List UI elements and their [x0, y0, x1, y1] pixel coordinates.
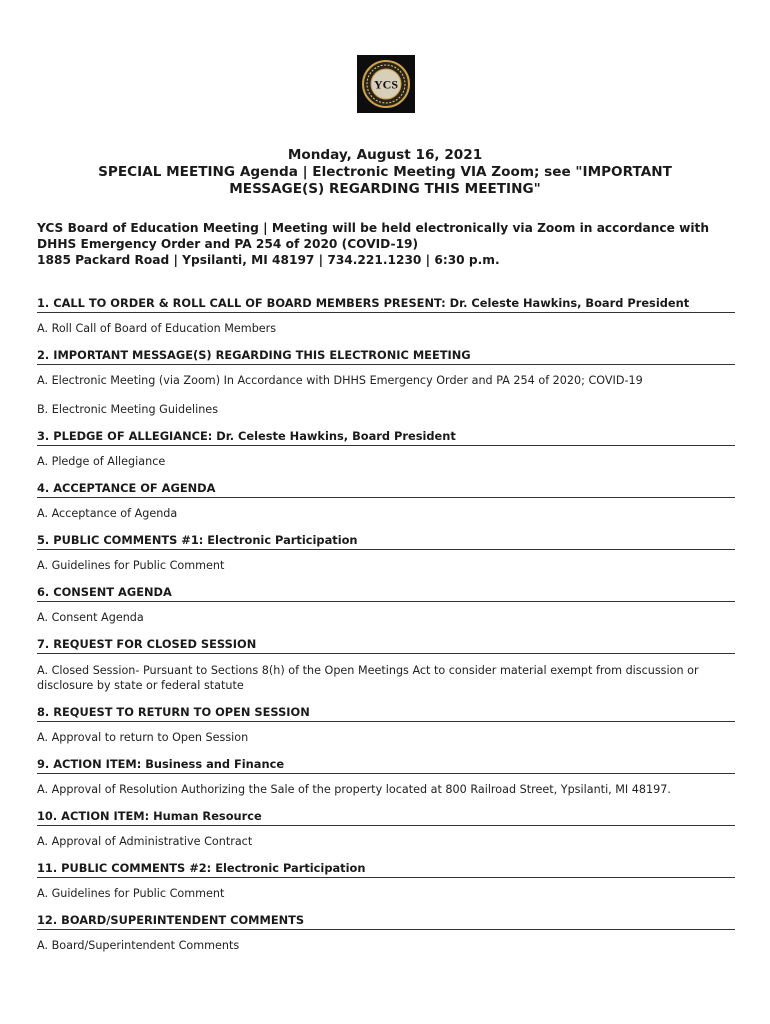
meeting-intro: [37, 220, 737, 268]
section-heading: 7. REQUEST FOR CLOSED SESSION: [37, 637, 735, 654]
section-heading: 1. CALL TO ORDER & ROLL CALL OF BOARD MEMBERS PRESENT: Dr. Celeste Hawkins, Board President: [37, 296, 735, 313]
intro-line-1: YCS Board of Education Meeting | Meeting will be held electronically via Zoom in accordance with: [37, 221, 710, 235]
section-heading: 11. PUBLIC COMMENTS #2: Electronic Participation: [37, 861, 735, 878]
agenda-item: A. Pledge of Allegiance: [37, 455, 166, 468]
meeting-date: Monday, August 16, 2021: [287, 147, 483, 163]
agenda-section-2: [37, 348, 735, 417]
agenda-section-12: [37, 913, 735, 953]
ycs-seal-icon: [360, 58, 412, 110]
section-heading: 3. PLEDGE OF ALLEGIANCE: Dr. Celeste Hawkins, Board President: [37, 429, 735, 446]
logo-text: YCS: [373, 77, 399, 92]
section-heading: 2. IMPORTANT MESSAGE(S) REGARDING THIS ELECTRONIC MEETING: [37, 348, 735, 365]
intro-line-3: 1885 Packard Road | Ypsilanti, MI 48197 | 734.221.1230 | 6:30 p.m.: [37, 253, 500, 267]
agenda-item: A. Roll Call of Board of Education Members: [37, 322, 277, 335]
agenda-item: A. Board/Superintendent Comments: [37, 939, 240, 952]
section-heading: 5. PUBLIC COMMENTS #1: Electronic Participation: [37, 533, 735, 550]
agenda-section-6: [37, 585, 735, 625]
agenda-section-11: [37, 861, 735, 901]
meeting-title-block: [36, 147, 734, 198]
agenda-item: A. Consent Agenda: [37, 611, 144, 624]
section-heading: 12. BOARD/SUPERINTENDENT COMMENTS: [37, 913, 735, 930]
agenda-section-9: [37, 757, 735, 797]
section-heading: 4. ACCEPTANCE OF AGENDA: [37, 481, 735, 498]
agenda-item: A. Approval of Administrative Contract: [37, 835, 253, 848]
agenda-item: A. Acceptance of Agenda: [37, 507, 178, 520]
intro-line-2: DHHS Emergency Order and PA 254 of 2020 (COVID-19): [37, 237, 419, 251]
agenda-section-8: [37, 705, 735, 745]
meeting-title-line-2: MESSAGE(S) REGARDING THIS MEETING": [229, 181, 541, 197]
agenda-item: A. Electronic Meeting (via Zoom) In Accordance with DHHS Emergency Order and PA 254 of 2020; COVID-19: [37, 374, 643, 387]
agenda-section-1: [37, 296, 735, 336]
agenda-section-7: [37, 637, 735, 693]
agenda-section-5: [37, 533, 735, 573]
agenda-section-4: [37, 481, 735, 521]
agenda-item: A. Closed Session- Pursuant to Sections 8(h) of the Open Meetings Act to consider material exempt from discussion or disclosure by state or federal statute: [37, 664, 699, 692]
section-heading: 6. CONSENT AGENDA: [37, 585, 735, 602]
section-heading: 10. ACTION ITEM: Human Resource: [37, 809, 735, 826]
agenda-list: [37, 296, 735, 953]
section-heading: 9. ACTION ITEM: Business and Finance: [37, 757, 735, 774]
meeting-title-line-1: SPECIAL MEETING Agenda | Electronic Meeting VIA Zoom; see "IMPORTANT: [98, 164, 672, 180]
agenda-item: A. Approval of Resolution Authorizing the Sale of the property located at 800 Railroad Street, Ypsilanti, MI 48197.: [37, 783, 671, 796]
agenda-item: A. Guidelines for Public Comment: [37, 559, 225, 572]
ycs-logo: [357, 55, 415, 113]
agenda-item: A. Approval to return to Open Session: [37, 731, 249, 744]
agenda-item: A. Guidelines for Public Comment: [37, 887, 225, 900]
agenda-section-10: [37, 809, 735, 849]
agenda-section-3: [37, 429, 735, 469]
agenda-item: B. Electronic Meeting Guidelines: [37, 403, 219, 416]
section-heading: 8. REQUEST TO RETURN TO OPEN SESSION: [37, 705, 735, 722]
